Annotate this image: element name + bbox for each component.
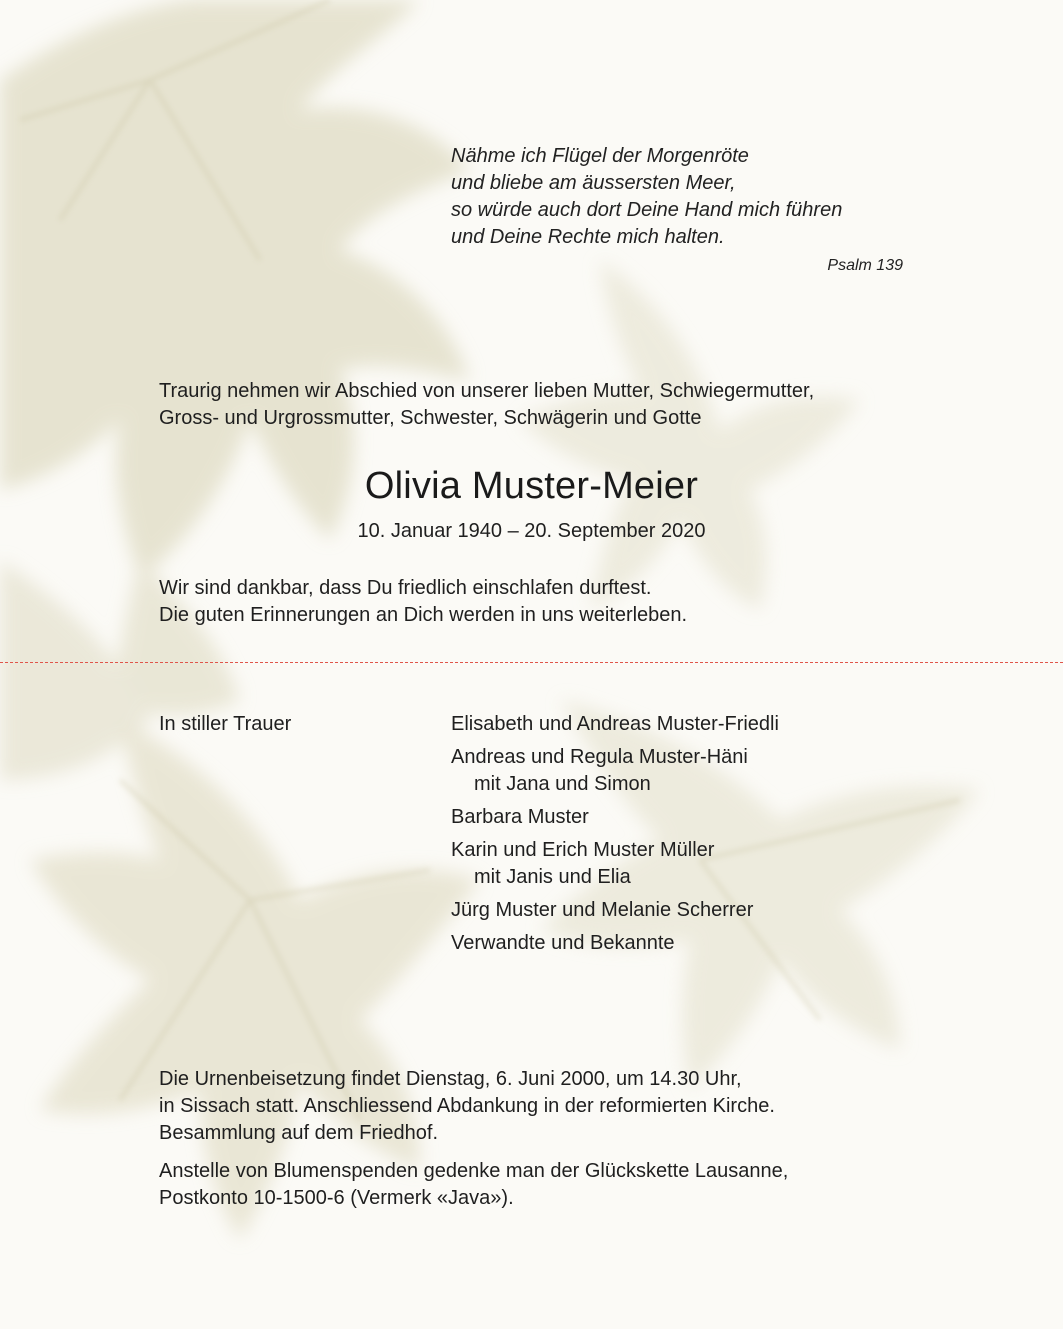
- mourner-name: Elisabeth und Andreas Muster-Friedli: [451, 713, 779, 735]
- list-item: [451, 744, 1011, 798]
- announcement-intro: [159, 378, 959, 432]
- mourners-list: [451, 711, 1011, 963]
- service-info: [159, 1066, 1019, 1147]
- list-item: [451, 804, 1011, 831]
- mourner-name: Barbara Muster: [451, 806, 589, 828]
- verse-line: Nähme ich Flügel der Morgenröte: [451, 145, 749, 167]
- verse-line: und Deine Rechte mich halten.: [451, 226, 725, 248]
- dashed-divider: [0, 662, 1063, 663]
- mourner-name: Andreas und Regula Muster-Häni: [451, 746, 748, 768]
- verse-line: so würde auch dort Deine Hand mich führen: [451, 199, 843, 221]
- list-item: [451, 837, 1011, 891]
- gratitude-line: Wir sind dankbar, dass Du friedlich einschlafen durftest.: [159, 577, 652, 599]
- mourner-name: Verwandte und Bekannte: [451, 932, 675, 954]
- service-line: Die Urnenbeisetzung findet Dienstag, 6. Juni 2000, um 14.30 Uhr,: [159, 1068, 742, 1090]
- intro-line: Traurig nehmen wir Abschied von unserer lieben Mutter, Schwiegermutter,: [159, 380, 815, 402]
- intro-line: Gross- und Urgrossmutter, Schwester, Schwägerin und Gotte: [159, 407, 702, 429]
- mourner-name: Karin und Erich Muster Müller: [451, 839, 715, 861]
- life-dates: 10. Januar 1940 – 20. September 2020: [357, 520, 706, 542]
- deceased-name: Olivia Muster-Meier: [364, 465, 699, 507]
- gratitude-line: Die guten Erinnerungen an Dich werden in uns weiterleben.: [159, 604, 688, 626]
- mourner-name: Jürg Muster und Melanie Scherrer: [451, 899, 754, 921]
- service-line: in Sissach statt. Anschliessend Abdankung in der reformierten Kirche.: [159, 1095, 775, 1117]
- donation-info: [159, 1158, 1019, 1212]
- donation-line: Anstelle von Blumenspenden gedenke man der Glückskette Lausanne,: [159, 1160, 789, 1182]
- list-item: [451, 930, 1011, 957]
- gratitude-text: [159, 575, 959, 629]
- bible-verse: [451, 143, 911, 277]
- mourning-label: In stiller Trauer: [159, 713, 292, 735]
- list-item: [451, 711, 1011, 738]
- verse-line: und bliebe am äussersten Meer,: [451, 172, 736, 194]
- list-item: [451, 897, 1011, 924]
- service-line: Besammlung auf dem Friedhof.: [159, 1122, 439, 1144]
- verse-source: Psalm 139: [827, 257, 903, 274]
- mourner-children: mit Janis und Elia: [474, 866, 631, 888]
- mourner-children: mit Jana und Simon: [474, 773, 651, 795]
- donation-line: Postkonto 10-1500-6 (Vermerk «Java»).: [159, 1187, 514, 1209]
